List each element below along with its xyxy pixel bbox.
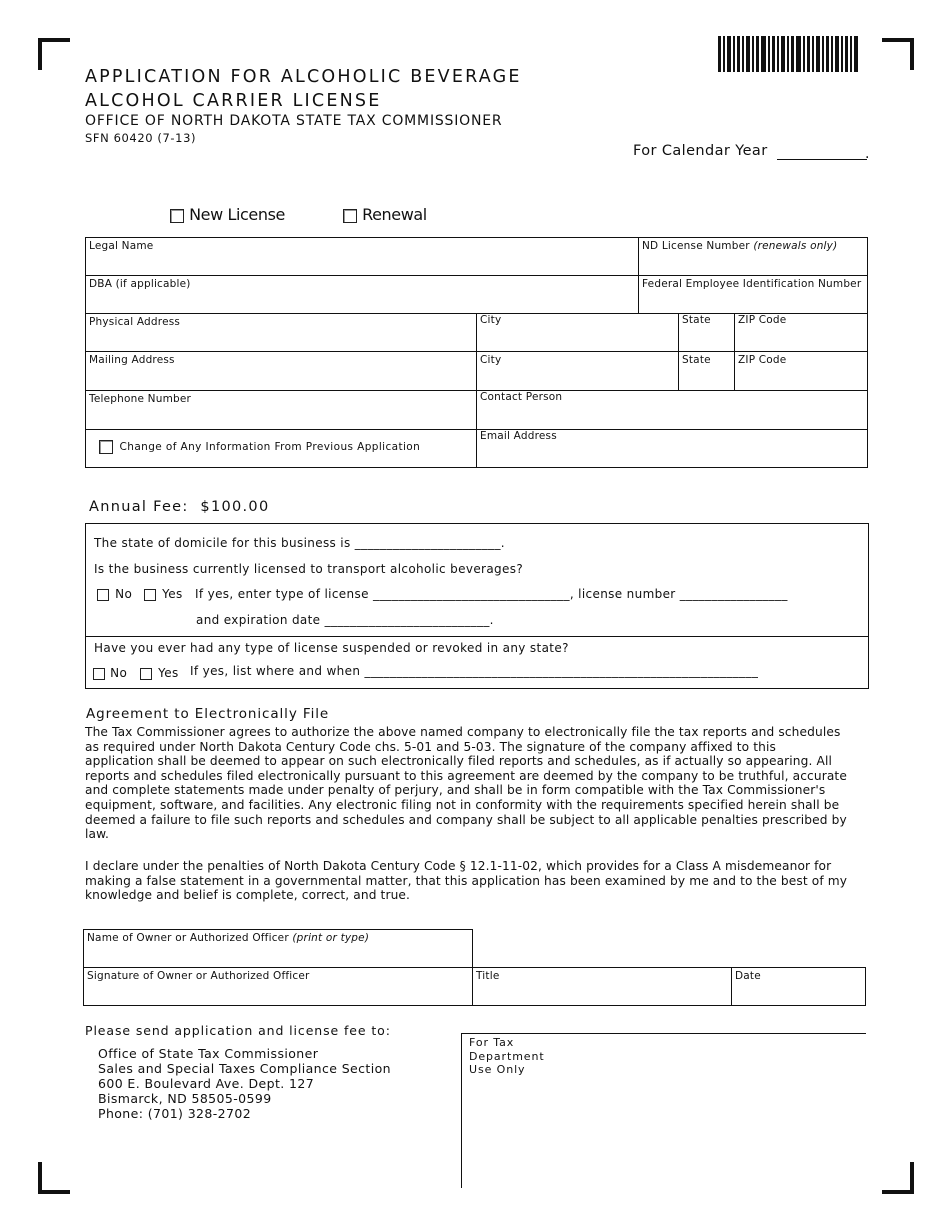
- legal-name-field[interactable]: [85, 237, 639, 276]
- calendar-year-field[interactable]: [777, 159, 867, 160]
- mailing-state-field[interactable]: [678, 351, 735, 391]
- licensed-yes-label: Yes: [162, 587, 183, 601]
- agreement-line: deemed a failure to file such reports and schedules and company shall be subject to all applicable penalties prescribed by: [85, 812, 847, 827]
- agreement-line: The Tax Commissioner agrees to authorize the above named company to electronically file the tax reports and schedules: [85, 725, 841, 739]
- address-line: Office of State Tax Commissioner: [98, 1046, 319, 1061]
- licensed-question: Is the business currently licensed to transport alcoholic beverages?: [94, 562, 524, 576]
- legal-name-label: Legal Name: [89, 240, 154, 252]
- suspended-no-checkbox[interactable]: [93, 668, 105, 680]
- mailing-zip-label: ZIP Code: [738, 354, 787, 366]
- declaration-line: knowledge and belief is complete, correct, and true.: [85, 888, 411, 903]
- agreement-line: as required under North Dakota Century Code chs. 5-01 and 5-03. The signature of the company affixed to this: [85, 739, 776, 754]
- agreement-line: law.: [85, 827, 110, 842]
- where-when-line[interactable]: If yes, list where and when ______________________________________________________________: [190, 664, 759, 678]
- licensed-yes-option[interactable]: [144, 587, 183, 601]
- address-line: Phone: (701) 328-2702: [98, 1106, 252, 1121]
- email-field[interactable]: [476, 429, 868, 468]
- date-field[interactable]: [731, 967, 866, 1006]
- mailing-address-block: [98, 1046, 391, 1121]
- declaration-line: I declare under the penalties of North Dakota Century Code § 12.1-11-02, which provides for a Class A misdemeanor for: [85, 859, 832, 873]
- signature-field[interactable]: [83, 967, 473, 1006]
- agreement-line: reports and schedules filed electronically pursuant to this agreement are deemed by the company to be truthful, accurate: [85, 768, 847, 783]
- fein-field[interactable]: [638, 275, 868, 314]
- mailing-city-field[interactable]: [476, 351, 679, 391]
- mailing-address-label: Mailing Address: [89, 354, 175, 366]
- expiration-date-line[interactable]: and expiration date __________________________.: [196, 613, 494, 627]
- physical-city-field[interactable]: [476, 313, 679, 352]
- renewal-label: Renewal: [362, 205, 427, 224]
- owner-name-label: Name of Owner or Authorized Officer: [87, 932, 289, 944]
- mailing-city-label: City: [480, 354, 502, 366]
- new-license-checkbox[interactable]: [170, 209, 184, 223]
- suspended-yes-label: Yes: [158, 666, 179, 680]
- mailing-zip-field[interactable]: [734, 351, 868, 391]
- suspended-question: Have you ever had any type of license suspended or revoked in any state?: [94, 641, 569, 655]
- address-line: 600 E. Boulevard Ave. Dept. 127: [98, 1076, 315, 1091]
- contact-person-field[interactable]: [476, 390, 868, 430]
- email-label: Email Address: [480, 430, 557, 442]
- agreement-line: equipment, software, and facilities. Any electronic filing not in conformity with the requirements specified herein shall be: [85, 797, 840, 812]
- suspended-no-label: No: [110, 666, 128, 680]
- renewal-option[interactable]: [343, 205, 427, 224]
- tax-use-line: For Tax: [469, 1036, 515, 1049]
- tax-use-line: Department: [469, 1049, 545, 1063]
- title-field[interactable]: [472, 967, 732, 1006]
- calendar-year-label: For Calendar Year: [633, 143, 768, 159]
- contact-person-label: Contact Person: [480, 391, 563, 403]
- dba-field[interactable]: [85, 275, 639, 314]
- tax-use-label: [469, 1036, 545, 1077]
- physical-zip-field[interactable]: [734, 313, 868, 352]
- licensed-yes-checkbox[interactable]: [144, 589, 156, 601]
- physical-city-label: City: [480, 314, 502, 326]
- fein-label: Federal Employee Identification Number: [642, 278, 862, 290]
- change-info-row[interactable]: [85, 429, 477, 468]
- licensed-no-checkbox[interactable]: [97, 589, 109, 601]
- corner-mark-top-left: [38, 38, 70, 70]
- declaration-text: [85, 859, 847, 903]
- agreement-line: and complete statements made under penalty of perjury, and shall be in form compatible with the Tax Commissioner's: [85, 783, 826, 798]
- mailing-address-field[interactable]: [85, 351, 477, 391]
- send-to-heading: Please send application and license fee to:: [85, 1023, 391, 1038]
- agreement-text: [85, 725, 847, 842]
- telephone-field[interactable]: [85, 390, 477, 430]
- licensed-no-label: No: [115, 587, 133, 601]
- physical-zip-label: ZIP Code: [738, 314, 787, 326]
- renewals-only-note: (renewals only): [753, 240, 838, 252]
- office-name: OFFICE OF NORTH DAKOTA STATE TAX COMMISSIONER: [85, 113, 503, 129]
- dba-label: DBA (if applicable): [89, 278, 191, 290]
- annual-fee-amount: $100.00: [200, 499, 270, 515]
- annual-fee: [89, 499, 269, 515]
- suspended-no-option[interactable]: [93, 666, 127, 680]
- print-or-type-note: (print or type): [292, 932, 370, 944]
- suspended-yes-option[interactable]: [140, 666, 179, 680]
- tax-use-line: Use Only: [469, 1063, 526, 1076]
- change-info-checkbox[interactable]: [99, 440, 113, 454]
- corner-mark-bottom-right: [882, 1162, 914, 1194]
- new-license-option[interactable]: [170, 205, 285, 224]
- domicile-question[interactable]: The state of domicile for this business is _______________________.: [94, 536, 505, 550]
- licensed-no-option[interactable]: [97, 587, 132, 601]
- physical-state-field[interactable]: [678, 313, 735, 352]
- agreement-line: application shall be deemed to appear on such electronically filed reports and schedules, as if actually so appearing. All: [85, 754, 832, 769]
- renewal-checkbox[interactable]: [343, 209, 357, 223]
- license-type-line[interactable]: If yes, enter type of license _______________________________, license number _________________: [195, 587, 788, 601]
- form-subtitle: ALCOHOL CARRIER LICENSE: [85, 91, 382, 111]
- form-title: APPLICATION FOR ALCOHOLIC BEVERAGE: [85, 67, 522, 87]
- nd-license-number-label: ND License Number: [642, 240, 750, 252]
- address-line: Bismarck, ND 58505-0599: [98, 1091, 272, 1106]
- date-label: Date: [735, 970, 761, 982]
- declaration-line: making a false statement in a governmental matter, that this application has been examined by me and to the best of my: [85, 873, 848, 888]
- physical-address-field[interactable]: [85, 313, 477, 352]
- agreement-heading: Agreement to Electronically File: [86, 706, 330, 722]
- corner-mark-bottom-left: [38, 1162, 70, 1194]
- nd-license-number-field[interactable]: [638, 237, 868, 276]
- barcode: [718, 36, 858, 72]
- physical-address-label: Physical Address: [89, 316, 181, 328]
- signature-label: Signature of Owner or Authorized Officer: [87, 970, 310, 982]
- title-label: Title: [476, 970, 500, 982]
- telephone-label: Telephone Number: [89, 393, 192, 405]
- annual-fee-label: Annual Fee:: [89, 499, 189, 515]
- calendar-year-period: .: [865, 146, 870, 162]
- corner-mark-top-right: [882, 38, 914, 70]
- mailing-state-label: State: [682, 354, 711, 366]
- physical-state-label: State: [682, 314, 711, 326]
- new-license-label: New License: [189, 205, 285, 224]
- address-line: Sales and Special Taxes Compliance Section: [98, 1061, 391, 1076]
- form-id: SFN 60420 (7-13): [85, 131, 197, 145]
- owner-name-field[interactable]: [83, 929, 473, 968]
- change-info-label: Change of Any Information From Previous Application: [119, 441, 421, 453]
- suspended-yes-checkbox[interactable]: [140, 668, 152, 680]
